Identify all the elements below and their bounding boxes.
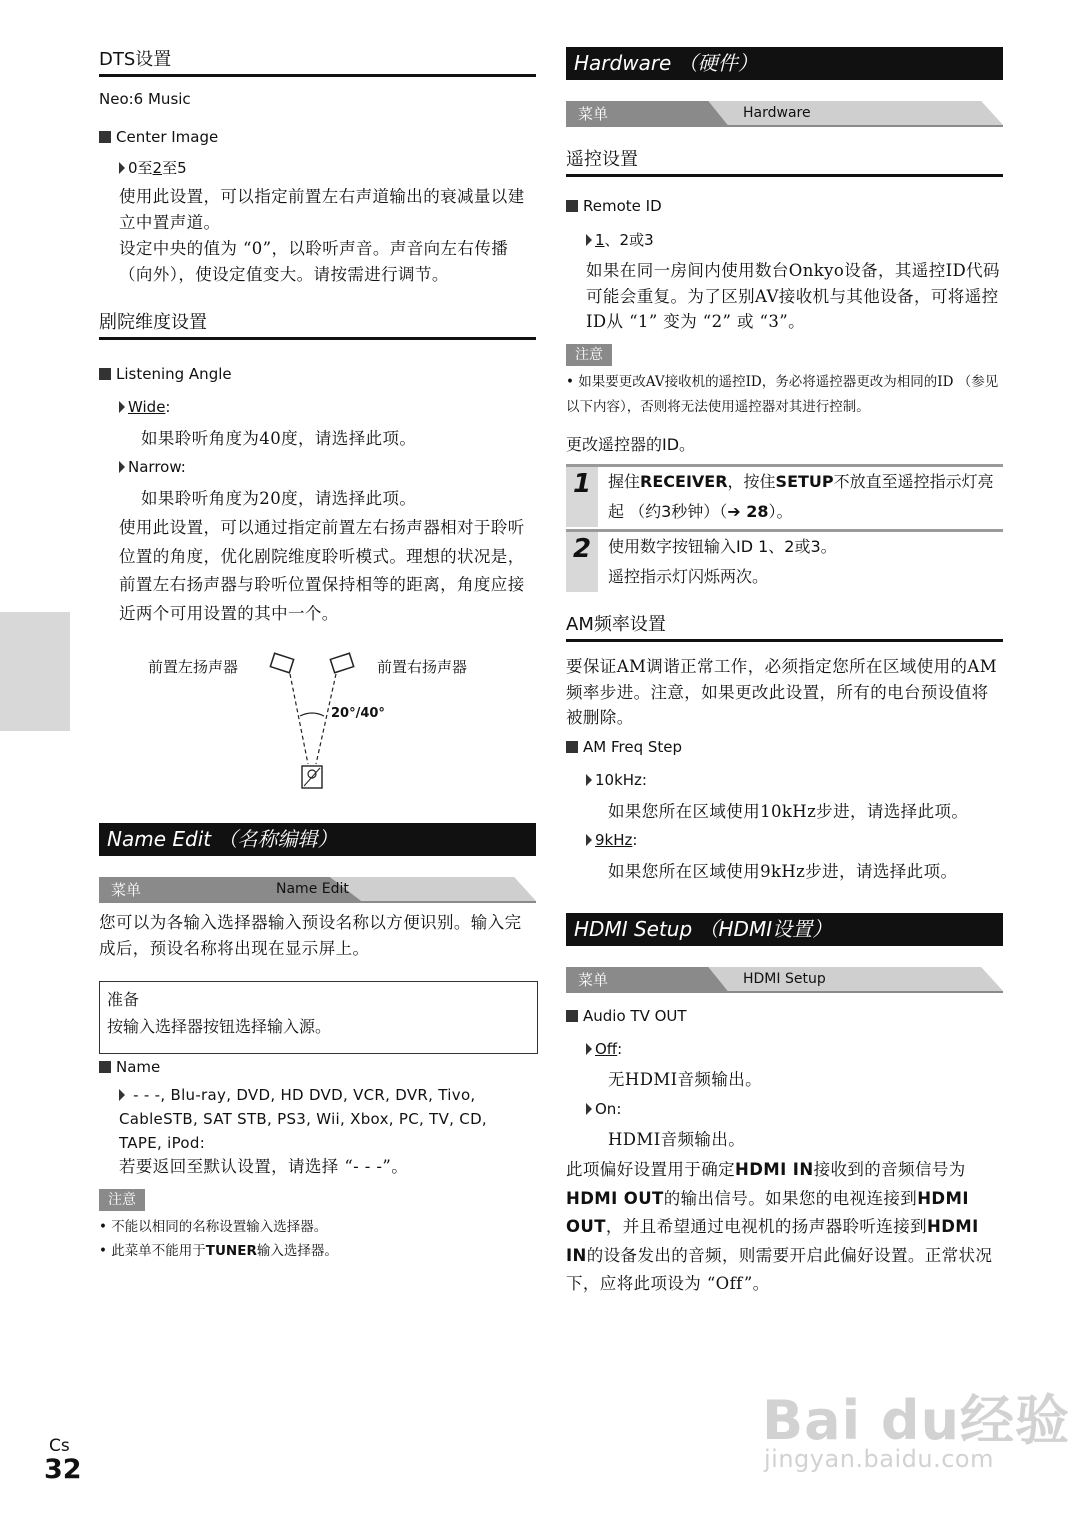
menu-value: Name Edit [276, 881, 349, 897]
remote-id-label: Remote ID [583, 197, 662, 215]
step1-f: ➔ 28 [727, 502, 769, 521]
range-default: 1 [595, 231, 605, 249]
wide-option [119, 398, 170, 416]
name-reset: 若要返回至默认设置，请选择 “- - -”。 [119, 1157, 409, 1176]
am-freq-step-label: AM Freq Step [583, 738, 683, 756]
name-item [99, 1058, 160, 1076]
square-bullet-icon [566, 200, 578, 212]
name-options [119, 1083, 531, 1155]
step-1-text [608, 467, 1003, 527]
triangle-bullet-icon [586, 1043, 592, 1055]
hdmi-desc-b: HDMI IN [735, 1160, 814, 1179]
hardware-note: • 如果要更改AV接收机的遥控ID，务必将遥控器更改为相同的ID （参见以下内容），否则将无法使用遥控器对其进行控制。 [566, 374, 999, 415]
hardware-title: Hardware （硬件） [566, 47, 1003, 80]
note2-text-b: TUNER [205, 1243, 257, 1259]
triangle-bullet-icon [586, 834, 592, 846]
center-image-label: Center Image [116, 128, 219, 146]
hdmi-setup-title: HDMI Setup （HDMI设置） [566, 913, 1003, 946]
menu-bar-underline [566, 991, 1003, 993]
remote-id-desc: 如果在同一房间内使用数台Onkyo设备，其遥控ID代码可能会重复。为了区别AV接收机与其他设备，可将遥控ID从 “1” 变为 “2” 或 “3”。 [586, 261, 1000, 331]
front-right-speaker-label: 前置右扬声器 [377, 658, 468, 676]
page-language: Cs [49, 1436, 70, 1456]
step1-g: ）。 [768, 502, 793, 521]
name-edit-menu-bar [99, 877, 536, 903]
range-default: 2 [152, 159, 163, 177]
listening-angle-label: Listening Angle [116, 365, 232, 383]
name-label: Name [116, 1058, 161, 1076]
9khz-option [586, 831, 637, 849]
angle-label: 20°/40° [331, 706, 385, 721]
name-edit-note1: • 不能以相同的名称设置输入选择器。 [99, 1219, 328, 1235]
triangle-bullet-icon [586, 1103, 592, 1115]
hdmi-desc-a: 此项偏好设置用于确定 [566, 1160, 735, 1179]
preparation-box [99, 981, 538, 1054]
9khz-colon: : [632, 831, 638, 849]
name-edit-note-tag: 注意 [99, 1189, 145, 1211]
range-end: 至5 [162, 159, 187, 177]
hdmi-menu-bar [566, 967, 1003, 993]
menu-bar-underline [566, 125, 1003, 127]
9khz-desc: 如果您所在区域使用9kHz步进，请选择此项。 [608, 862, 958, 881]
hdmi-desc-c: 接收到的音频信号为 [813, 1160, 966, 1179]
page-number: 32 [44, 1454, 82, 1485]
side-tab [0, 612, 70, 731]
step1-e: 不放直至遥控指示灯亮起 （约3秒钟）（ [608, 472, 994, 521]
change-remote-id-heading: 更改遥控器的ID。 [566, 435, 696, 454]
square-bullet-icon [99, 131, 111, 143]
menu-label: 菜单 [578, 971, 609, 989]
theater-desc: 使用此设置，可以通过指定前置左右扬声器相对于聆听位置的角度，优化剧院维度聆听模式。理想的状况是，前置左右扬声器与聆听位置保持相等的距离，角度应接近两个可用设置的其中一个。 [119, 518, 525, 623]
triangle-bullet-icon [119, 1089, 125, 1101]
preparation-title: 准备 [107, 990, 140, 1009]
square-bullet-icon [566, 741, 578, 753]
hdmi-desc-g: ，并且希望通过电视机的扬声器聆听连接到 [605, 1217, 927, 1236]
triangle-bullet-icon [119, 162, 125, 174]
step-1-number: 1 [566, 467, 598, 527]
steps [566, 464, 1003, 592]
narrow-desc: 如果聆听角度为20度，请选择此项。 [141, 489, 417, 508]
menu-value: HDMI Setup [743, 971, 826, 987]
narrow-label: Narrow: [128, 458, 186, 476]
on-label: On: [595, 1100, 622, 1118]
hdmi-desc-i: 的设备发出的音频，则需要开启此偏好设置。正常状况下，应将此项设为 “Off”。 [566, 1245, 993, 1293]
square-bullet-icon [99, 1061, 111, 1073]
audio-tv-out-item [566, 1007, 687, 1025]
step1-b: RECEIVER [640, 472, 728, 491]
10khz-option [586, 771, 647, 789]
name-edit-note2: • 此菜单不能用于TUNER输入选择器。 [99, 1243, 338, 1259]
remote-id-item [566, 197, 662, 215]
wide-label: Wide [128, 398, 166, 416]
note2-text-c: 输入选择器。 [256, 1243, 338, 1259]
step1-a: 握住 [608, 472, 641, 491]
hdmi-desc-d: HDMI OUT [566, 1188, 664, 1208]
triangle-bullet-icon [119, 461, 125, 473]
theater-heading: 剧院维度设置 [99, 308, 536, 340]
triangle-bullet-icon [586, 774, 592, 786]
on-option [586, 1100, 621, 1118]
menu-bar-underline [99, 901, 536, 903]
baidu-watermark-logo: Bai du经验 [762, 1389, 1071, 1452]
dts-mode: Neo:6 Music [99, 90, 191, 108]
note1-text: 不能以相同的名称设置输入选择器。 [111, 1219, 328, 1235]
left-sight-line [290, 674, 308, 764]
am-freq-step-item [566, 738, 682, 756]
wide-desc: 如果聆听角度为40度，请选择此项。 [141, 429, 417, 448]
note2-text-a: 此菜单不能用于 [111, 1243, 206, 1259]
10khz-label: 10kHz: [595, 771, 647, 789]
menu-label: 菜单 [111, 881, 142, 899]
speaker-angle-diagram [264, 648, 364, 794]
right-speaker-icon [330, 653, 353, 672]
preparation-body: 按输入选择器按钮选择输入源。 [107, 1017, 332, 1036]
remote-heading: 遥控设置 [566, 145, 1003, 177]
menu-value: Hardware [743, 105, 811, 121]
name-edit-title: Name Edit （名称编辑） [99, 823, 536, 856]
narrow-option [119, 458, 186, 476]
am-desc: 要保证AM调谐正常工作，必须指定您所在区域使用的AM频率步进。注意，如果更改此设置，所有的电台预设值将被删除。 [566, 657, 998, 727]
audio-tv-out-label: Audio TV OUT [583, 1007, 687, 1025]
10khz-desc: 如果您所在区域使用10kHz步进，请选择此项。 [608, 802, 969, 821]
baidu-watermark-url: jingyan.baidu.com [764, 1445, 994, 1473]
wide-colon: : [165, 398, 171, 416]
listening-angle-item [99, 365, 232, 383]
off-desc: 无HDMI音频输出。 [608, 1070, 763, 1089]
9khz-label: 9kHz [595, 831, 633, 849]
am-heading: AM频率设置 [566, 610, 1003, 642]
center-image-range [119, 157, 187, 178]
hardware-note-text: 如果要更改AV接收机的遥控ID，务必将遥控器更改为相同的ID （参见以下内容），否则将无法使用遥控器对其进行控制。 [566, 374, 999, 415]
center-image-item [99, 128, 218, 146]
triangle-bullet-icon [119, 401, 125, 413]
step1-d: SETUP [775, 472, 834, 491]
hardware-menu-bar [566, 101, 1003, 127]
square-bullet-icon [566, 1010, 578, 1022]
range-start: 0至 [128, 159, 153, 177]
listener-icon [302, 766, 322, 788]
left-speaker-icon [270, 653, 293, 672]
on-desc: HDMI音频输出。 [608, 1130, 746, 1149]
step-2-result: 遥控指示灯闪烁两次。 [608, 567, 769, 586]
hdmi-desc-h: HDMI IN [566, 1217, 979, 1265]
off-option [586, 1040, 622, 1058]
dts-heading: DTS设置 [99, 45, 536, 77]
hdmi-desc-e: 的输出信号。如果您的电视连接到 [663, 1188, 918, 1208]
name-options-text: - - -, Blu-ray, DVD, HD DVD, VCR, DVR, Tivo, CableSTB, SAT STB, PS3, Wii, Xbox, PC, TV, CD, TAPE, iPod: [119, 1086, 487, 1152]
step-1 [566, 464, 1003, 527]
front-left-speaker-label: 前置左扬声器 [148, 658, 239, 676]
step1-c: ，按住 [727, 472, 776, 491]
off-label: Off [595, 1040, 618, 1058]
hdmi-desc-f: HDMI OUT [566, 1188, 969, 1236]
remote-id-range [586, 229, 654, 250]
name-edit-intro: 您可以为各输入选择器输入预设名称以方便识别。输入完成后，预设名称将出现在显示屏上。 [99, 913, 522, 958]
square-bullet-icon [99, 368, 111, 380]
hardware-note-tag: 注意 [566, 344, 612, 366]
angle-arc [300, 713, 324, 716]
range-rest: 、2或3 [604, 231, 654, 249]
triangle-bullet-icon [586, 234, 592, 246]
step-2-text: 使用数字按钮输入ID 1、2或3。 [608, 537, 837, 556]
step-2-number: 2 [566, 532, 598, 592]
menu-label: 菜单 [578, 105, 609, 123]
off-colon: : [617, 1040, 623, 1058]
step-2 [566, 529, 1003, 592]
center-image-desc1: 使用此设置，可以指定前置左右声道输出的衰减量以建立中置声道。 [119, 187, 525, 232]
center-image-desc2: 设定中央的值为 “0”，以聆听声音。声音向左右传播 （向外），使设定值变大。请按需进行调节。 [119, 239, 509, 284]
hdmi-desc [566, 1156, 1003, 1299]
